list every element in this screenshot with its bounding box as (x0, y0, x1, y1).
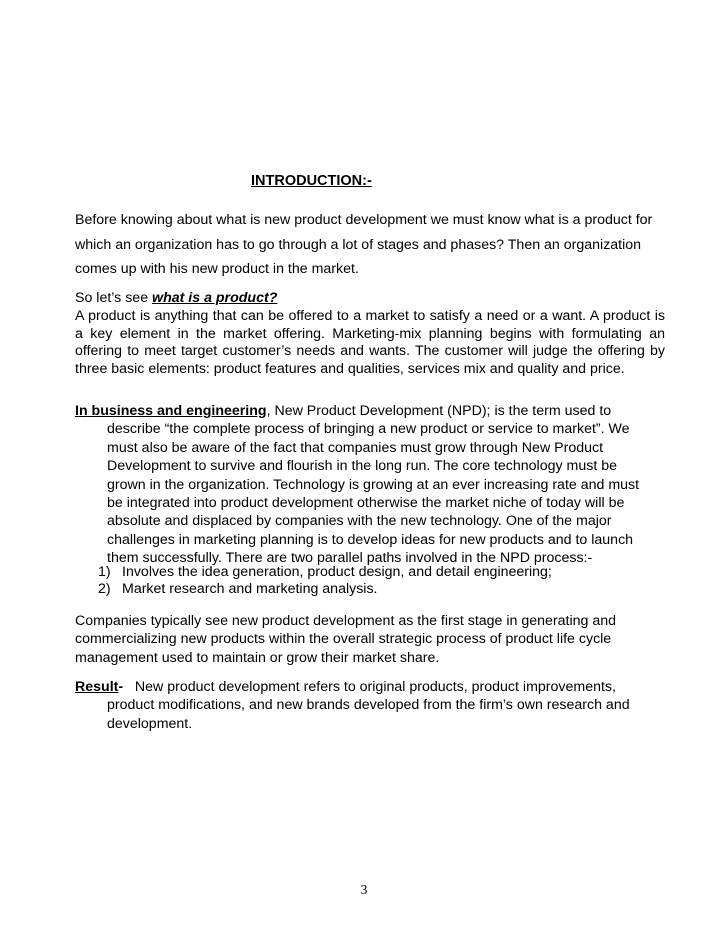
list-item-text: Market research and marketing analysis. (122, 581, 378, 598)
npd-prefix: In (75, 403, 88, 419)
result-dash: - (118, 679, 124, 695)
companies-line: management used to maintain or grow their market share. (75, 649, 440, 666)
npd-term: business and engineering (87, 403, 267, 419)
result-first-line-text: New product development refers to original products, product improvements, (123, 679, 616, 695)
list-item (98, 581, 552, 598)
npd-line: must also be aware of the fact that companies must grow through New Product (107, 439, 604, 456)
intro-line: comes up with his new product in the market. (75, 261, 359, 277)
list-item (98, 564, 552, 581)
result-line: development. (107, 715, 193, 732)
product-paragraph (75, 290, 665, 379)
page-title: INTRODUCTION:- (251, 173, 372, 189)
npd-line: Development to survive and flourish in the long run. The core technology must be (107, 458, 617, 475)
list-item-number: 1) (98, 564, 111, 580)
npd-first-line (75, 402, 665, 420)
companies-line: Companies typically see new product development as the first stage in generating and (75, 613, 617, 629)
npd-first-line-rest: , New Product Development (NPD); is the term used to (266, 403, 612, 419)
result-body (75, 696, 665, 733)
result-label: Result (75, 679, 119, 695)
npd-paragraph (75, 402, 665, 568)
product-question: what is a product? (152, 290, 278, 306)
npd-line: describe “the complete process of bringing a new product or service to market”. We (107, 421, 630, 438)
companies-paragraph (75, 612, 665, 667)
product-question-line (75, 290, 665, 308)
intro-paragraph (75, 208, 665, 282)
list-item-text: Involves the idea generation, product design, and detail engineering; (122, 564, 552, 580)
result-first-line (75, 678, 665, 696)
npd-line: absolute and displaced by companies with the new technology. One of the major (107, 513, 612, 530)
npd-line: be integrated into product development otherwise the market niche of today will be (107, 495, 625, 512)
product-body: A product is anything that can be offered to a market to satisfy a need or a want. A product is a key element in the market offering. Marketing-mix planning begins with formulating an offering to meet target customer’s needs and wants. The customer will judge the offering by three basic elements: product features and qualities, services mix and quality and price. (75, 307, 665, 378)
npd-line: them successfully. There are two parallel paths involved in the NPD process:- (107, 550, 593, 567)
result-line: product modifications, and new brands developed from the firm’s own research and (107, 697, 630, 714)
npd-line: challenges in marketing planning is to develop ideas for new products and to launch (107, 531, 634, 548)
npd-paths-list (98, 564, 552, 599)
companies-line: commercializing new products within the overall strategic process of product life cycle (75, 631, 612, 648)
intro-line: which an organization has to go through a lot of stages and phases? Then an organization (75, 236, 642, 253)
npd-line: grown in the organization. Technology is growing at an ever increasing rate and must (107, 476, 640, 493)
product-lead-text: So let’s see (75, 290, 153, 306)
npd-body (75, 420, 665, 567)
intro-line: Before knowing about what is new product development we must know what is a product for (75, 212, 653, 228)
page-number: 3 (360, 882, 368, 897)
result-paragraph (75, 678, 665, 733)
list-item-number: 2) (98, 581, 111, 598)
